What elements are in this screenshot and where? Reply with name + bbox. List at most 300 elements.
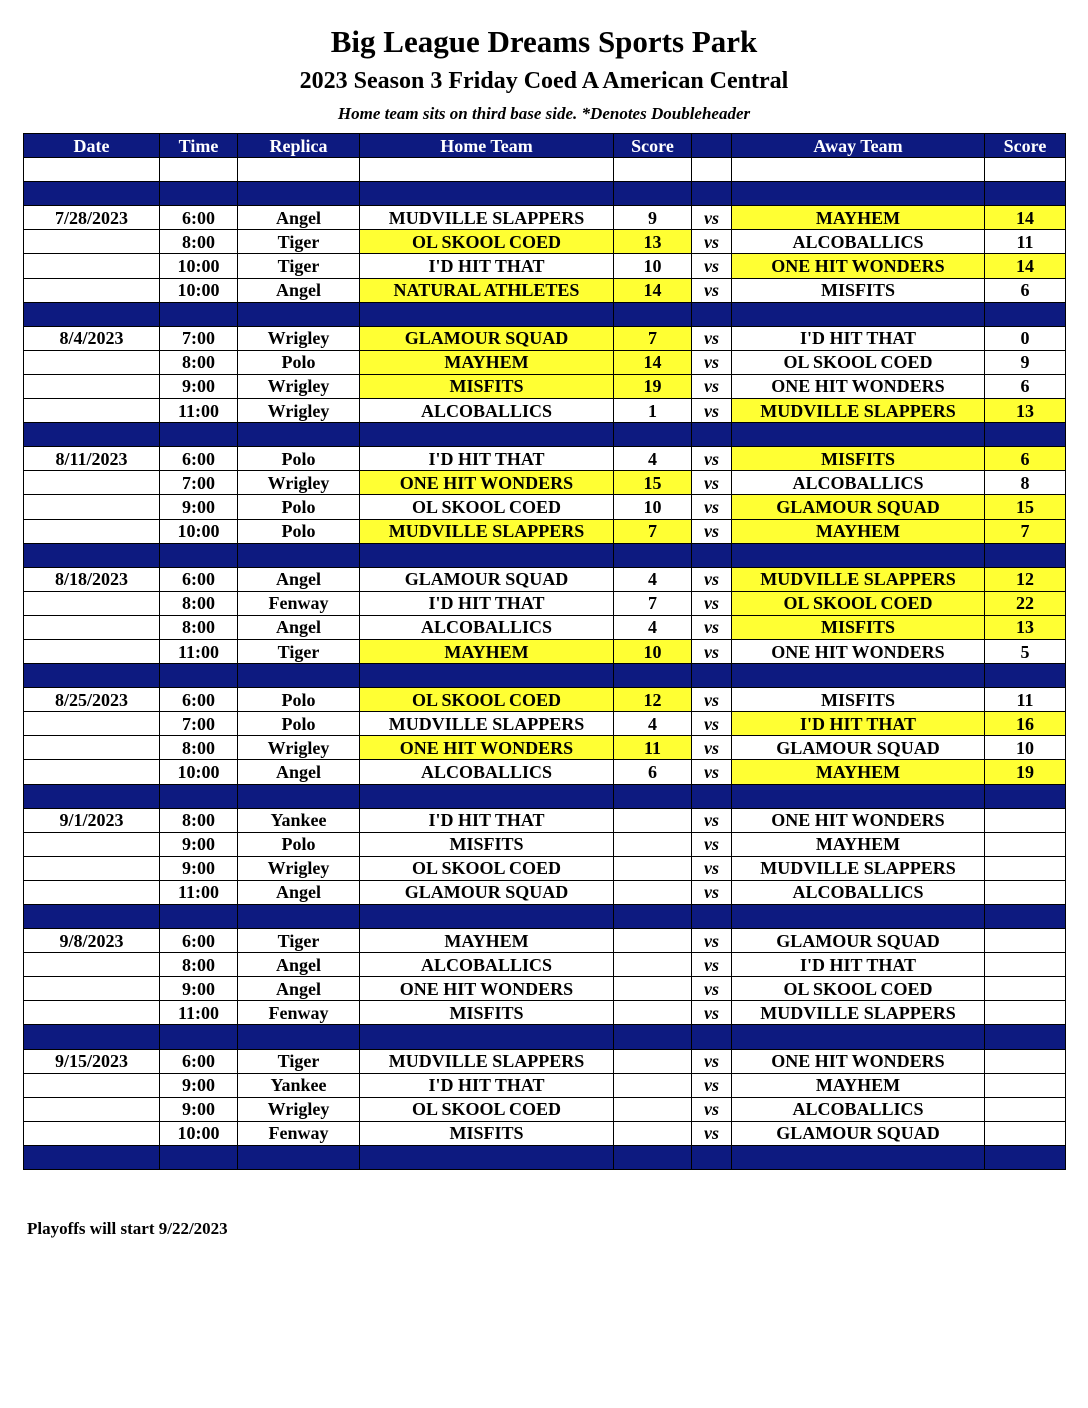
table-row bbox=[24, 856, 1066, 880]
game-date bbox=[24, 519, 160, 543]
col-vs-header bbox=[692, 134, 732, 158]
game-date bbox=[24, 278, 160, 302]
game-time: 8:00 bbox=[160, 808, 238, 832]
separator-cell bbox=[614, 423, 692, 447]
home-team: OL SKOOL COED bbox=[360, 688, 614, 712]
game-field: Angel bbox=[238, 760, 360, 784]
table-row bbox=[24, 1001, 1066, 1025]
separator-cell bbox=[238, 664, 360, 688]
vs-label: vs bbox=[692, 447, 732, 471]
week-separator-row bbox=[24, 543, 1066, 567]
game-field: Yankee bbox=[238, 1073, 360, 1097]
home-team: ONE HIT WONDERS bbox=[360, 736, 614, 760]
game-date bbox=[24, 832, 160, 856]
league-title: 2023 Season 3 Friday Coed A American Central bbox=[299, 68, 789, 94]
home-team: ALCOBALLICS bbox=[360, 760, 614, 784]
col-replica-header: Replica bbox=[238, 134, 360, 158]
game-date: 8/25/2023 bbox=[24, 688, 160, 712]
home-team: I'D HIT THAT bbox=[360, 808, 614, 832]
home-score: 10 bbox=[614, 495, 692, 519]
playoffs-note: Playoffs will start 9/22/2023 bbox=[27, 1219, 228, 1238]
game-time: 9:00 bbox=[160, 856, 238, 880]
week-separator-row bbox=[24, 784, 1066, 808]
separator-cell bbox=[692, 1145, 732, 1169]
away-team: ALCOBALLICS bbox=[732, 880, 985, 904]
game-date: 9/15/2023 bbox=[24, 1049, 160, 1073]
away-team: MISFITS bbox=[732, 278, 985, 302]
table-row bbox=[24, 567, 1066, 591]
home-team: OL SKOOL COED bbox=[360, 495, 614, 519]
separator-cell bbox=[614, 1145, 692, 1169]
vs-label: vs bbox=[692, 278, 732, 302]
away-score: 13 bbox=[985, 615, 1066, 639]
table-row bbox=[24, 639, 1066, 663]
separator-cell bbox=[360, 784, 614, 808]
table-row bbox=[24, 1097, 1066, 1121]
home-team: OL SKOOL COED bbox=[360, 1097, 614, 1121]
home-score: 7 bbox=[614, 326, 692, 350]
away-team: ONE HIT WONDERS bbox=[732, 808, 985, 832]
away-team: MAYHEM bbox=[732, 832, 985, 856]
game-time: 6:00 bbox=[160, 688, 238, 712]
vs-label: vs bbox=[692, 230, 732, 254]
week-separator-row bbox=[24, 423, 1066, 447]
col-away-score-header: Score bbox=[985, 134, 1066, 158]
home-score: 6 bbox=[614, 760, 692, 784]
week-separator-row bbox=[24, 664, 1066, 688]
away-team: OL SKOOL COED bbox=[732, 977, 985, 1001]
table-row bbox=[24, 230, 1066, 254]
game-field: Tiger bbox=[238, 639, 360, 663]
vs-label: vs bbox=[692, 856, 732, 880]
vs-label: vs bbox=[692, 1073, 732, 1097]
away-score: 14 bbox=[985, 254, 1066, 278]
separator-cell bbox=[985, 182, 1066, 206]
separator-cell bbox=[24, 1025, 160, 1049]
away-team: ALCOBALLICS bbox=[732, 230, 985, 254]
separator-cell bbox=[24, 905, 160, 929]
separator-cell bbox=[238, 543, 360, 567]
park-title: Big League Dreams Sports Park bbox=[330, 24, 758, 59]
schedule-body bbox=[24, 158, 1066, 1170]
table-row bbox=[24, 1049, 1066, 1073]
table-row bbox=[24, 471, 1066, 495]
home-score: 14 bbox=[614, 350, 692, 374]
game-time: 9:00 bbox=[160, 1097, 238, 1121]
home-score: 4 bbox=[614, 567, 692, 591]
week-separator-row bbox=[24, 1145, 1066, 1169]
away-score: 6 bbox=[985, 447, 1066, 471]
vs-label: vs bbox=[692, 880, 732, 904]
game-date bbox=[24, 1001, 160, 1025]
separator-cell bbox=[692, 784, 732, 808]
away-team: MISFITS bbox=[732, 688, 985, 712]
separator-cell bbox=[160, 784, 238, 808]
away-team: MUDVILLE SLAPPERS bbox=[732, 856, 985, 880]
away-team: I'D HIT THAT bbox=[732, 712, 985, 736]
game-time: 6:00 bbox=[160, 206, 238, 230]
separator-cell bbox=[985, 905, 1066, 929]
game-field: Polo bbox=[238, 447, 360, 471]
home-team: OL SKOOL COED bbox=[360, 856, 614, 880]
separator-cell bbox=[732, 1025, 985, 1049]
away-team: MISFITS bbox=[732, 615, 985, 639]
separator-cell bbox=[160, 302, 238, 326]
separator-cell bbox=[732, 905, 985, 929]
game-time: 11:00 bbox=[160, 1001, 238, 1025]
home-score bbox=[614, 880, 692, 904]
separator-cell bbox=[692, 182, 732, 206]
table-row bbox=[24, 760, 1066, 784]
separator-cell bbox=[160, 423, 238, 447]
game-time: 9:00 bbox=[160, 495, 238, 519]
game-field: Fenway bbox=[238, 1121, 360, 1145]
home-score: 19 bbox=[614, 374, 692, 398]
game-field: Angel bbox=[238, 977, 360, 1001]
separator-cell bbox=[24, 664, 160, 688]
vs-label: vs bbox=[692, 591, 732, 615]
away-score bbox=[985, 977, 1066, 1001]
blank-row bbox=[24, 158, 1066, 182]
game-field: Tiger bbox=[238, 1049, 360, 1073]
vs-label: vs bbox=[692, 350, 732, 374]
away-score: 6 bbox=[985, 374, 1066, 398]
home-score: 13 bbox=[614, 230, 692, 254]
game-field: Tiger bbox=[238, 254, 360, 278]
table-row bbox=[24, 447, 1066, 471]
vs-label: vs bbox=[692, 567, 732, 591]
table-row bbox=[24, 495, 1066, 519]
separator-cell bbox=[24, 1145, 160, 1169]
separator-cell bbox=[692, 423, 732, 447]
home-team: ALCOBALLICS bbox=[360, 399, 614, 423]
game-time: 11:00 bbox=[160, 639, 238, 663]
separator-cell bbox=[24, 302, 160, 326]
table-row bbox=[24, 591, 1066, 615]
separator-cell bbox=[985, 543, 1066, 567]
game-time: 7:00 bbox=[160, 326, 238, 350]
separator-cell bbox=[160, 1025, 238, 1049]
away-team: ONE HIT WONDERS bbox=[732, 254, 985, 278]
table-row bbox=[24, 929, 1066, 953]
game-date bbox=[24, 1097, 160, 1121]
away-team: MUDVILLE SLAPPERS bbox=[732, 399, 985, 423]
separator-cell bbox=[614, 1025, 692, 1049]
separator-cell bbox=[692, 905, 732, 929]
game-time: 10:00 bbox=[160, 519, 238, 543]
home-score bbox=[614, 1097, 692, 1121]
game-time: 9:00 bbox=[160, 1073, 238, 1097]
table-row bbox=[24, 977, 1066, 1001]
game-time: 11:00 bbox=[160, 399, 238, 423]
home-score bbox=[614, 1073, 692, 1097]
game-time: 6:00 bbox=[160, 567, 238, 591]
away-score: 6 bbox=[985, 278, 1066, 302]
game-date bbox=[24, 1073, 160, 1097]
game-field: Wrigley bbox=[238, 471, 360, 495]
schedule-note: Home team sits on third base side. *Denotes Doubleheader bbox=[337, 104, 751, 123]
away-score: 15 bbox=[985, 495, 1066, 519]
away-score: 14 bbox=[985, 206, 1066, 230]
home-score: 4 bbox=[614, 447, 692, 471]
vs-label: vs bbox=[692, 471, 732, 495]
vs-label: vs bbox=[692, 1001, 732, 1025]
home-score bbox=[614, 1001, 692, 1025]
away-team: MAYHEM bbox=[732, 519, 985, 543]
table-row bbox=[24, 399, 1066, 423]
away-score: 9 bbox=[985, 350, 1066, 374]
home-team: MUDVILLE SLAPPERS bbox=[360, 1049, 614, 1073]
vs-label: vs bbox=[692, 1049, 732, 1073]
away-team: OL SKOOL COED bbox=[732, 591, 985, 615]
away-score: 13 bbox=[985, 399, 1066, 423]
game-time: 8:00 bbox=[160, 736, 238, 760]
separator-cell bbox=[160, 905, 238, 929]
home-team: MISFITS bbox=[360, 374, 614, 398]
away-team: GLAMOUR SQUAD bbox=[732, 736, 985, 760]
separator-cell bbox=[985, 1145, 1066, 1169]
separator-cell bbox=[238, 1025, 360, 1049]
home-team: GLAMOUR SQUAD bbox=[360, 567, 614, 591]
separator-cell bbox=[732, 302, 985, 326]
separator-cell bbox=[238, 784, 360, 808]
game-field: Wrigley bbox=[238, 1097, 360, 1121]
home-team: NATURAL ATHLETES bbox=[360, 278, 614, 302]
vs-label: vs bbox=[692, 495, 732, 519]
vs-label: vs bbox=[692, 399, 732, 423]
table-row bbox=[24, 688, 1066, 712]
game-time: 9:00 bbox=[160, 374, 238, 398]
away-team: ONE HIT WONDERS bbox=[732, 1049, 985, 1073]
vs-label: vs bbox=[692, 374, 732, 398]
vs-label: vs bbox=[692, 832, 732, 856]
away-score: 8 bbox=[985, 471, 1066, 495]
away-score bbox=[985, 1049, 1066, 1073]
separator-cell bbox=[360, 423, 614, 447]
away-score: 10 bbox=[985, 736, 1066, 760]
separator-cell bbox=[238, 1145, 360, 1169]
home-team: I'D HIT THAT bbox=[360, 591, 614, 615]
game-date bbox=[24, 953, 160, 977]
separator-cell bbox=[24, 182, 160, 206]
away-score bbox=[985, 1073, 1066, 1097]
away-score: 16 bbox=[985, 712, 1066, 736]
separator-cell bbox=[732, 784, 985, 808]
home-team: MUDVILLE SLAPPERS bbox=[360, 519, 614, 543]
away-score bbox=[985, 1097, 1066, 1121]
vs-label: vs bbox=[692, 808, 732, 832]
separator-cell bbox=[732, 543, 985, 567]
away-team: MUDVILLE SLAPPERS bbox=[732, 567, 985, 591]
col-date-header: Date bbox=[24, 134, 160, 158]
game-time: 10:00 bbox=[160, 760, 238, 784]
separator-cell bbox=[238, 423, 360, 447]
vs-label: vs bbox=[692, 688, 732, 712]
separator-cell bbox=[614, 784, 692, 808]
separator-cell bbox=[24, 784, 160, 808]
separator-cell bbox=[160, 182, 238, 206]
col-home-score-header: Score bbox=[614, 134, 692, 158]
game-date bbox=[24, 615, 160, 639]
table-row bbox=[24, 832, 1066, 856]
away-score: 5 bbox=[985, 639, 1066, 663]
game-date bbox=[24, 471, 160, 495]
game-date: 7/28/2023 bbox=[24, 206, 160, 230]
table-row bbox=[24, 278, 1066, 302]
game-date: 8/18/2023 bbox=[24, 567, 160, 591]
game-time: 9:00 bbox=[160, 977, 238, 1001]
game-date bbox=[24, 712, 160, 736]
game-time: 7:00 bbox=[160, 712, 238, 736]
away-score: 11 bbox=[985, 230, 1066, 254]
game-date: 8/11/2023 bbox=[24, 447, 160, 471]
separator-cell bbox=[24, 423, 160, 447]
game-field: Fenway bbox=[238, 591, 360, 615]
game-date bbox=[24, 399, 160, 423]
game-field: Polo bbox=[238, 495, 360, 519]
game-time: 10:00 bbox=[160, 278, 238, 302]
away-team: I'D HIT THAT bbox=[732, 953, 985, 977]
col-time-header: Time bbox=[160, 134, 238, 158]
separator-cell bbox=[732, 182, 985, 206]
game-time: 6:00 bbox=[160, 929, 238, 953]
table-row bbox=[24, 206, 1066, 230]
away-score: 11 bbox=[985, 688, 1066, 712]
game-field: Angel bbox=[238, 206, 360, 230]
separator-cell bbox=[732, 1145, 985, 1169]
home-team: I'D HIT THAT bbox=[360, 1073, 614, 1097]
home-team: ONE HIT WONDERS bbox=[360, 471, 614, 495]
game-time: 10:00 bbox=[160, 1121, 238, 1145]
game-date bbox=[24, 591, 160, 615]
game-date bbox=[24, 856, 160, 880]
schedule-table bbox=[23, 133, 1066, 1170]
home-score: 11 bbox=[614, 736, 692, 760]
separator-cell bbox=[692, 302, 732, 326]
home-team: OL SKOOL COED bbox=[360, 230, 614, 254]
separator-cell bbox=[614, 302, 692, 326]
home-score: 15 bbox=[614, 471, 692, 495]
away-team: MAYHEM bbox=[732, 1073, 985, 1097]
blank-cell bbox=[985, 158, 1066, 182]
away-score bbox=[985, 1001, 1066, 1025]
separator-cell bbox=[614, 664, 692, 688]
home-team: MAYHEM bbox=[360, 350, 614, 374]
separator-cell bbox=[732, 423, 985, 447]
vs-label: vs bbox=[692, 929, 732, 953]
separator-cell bbox=[238, 905, 360, 929]
home-score: 10 bbox=[614, 254, 692, 278]
vs-label: vs bbox=[692, 615, 732, 639]
separator-cell bbox=[160, 664, 238, 688]
separator-cell bbox=[238, 182, 360, 206]
separator-cell bbox=[360, 664, 614, 688]
game-time: 6:00 bbox=[160, 1049, 238, 1073]
vs-label: vs bbox=[692, 712, 732, 736]
home-team: MAYHEM bbox=[360, 929, 614, 953]
game-field: Tiger bbox=[238, 929, 360, 953]
home-score: 4 bbox=[614, 712, 692, 736]
home-team: ONE HIT WONDERS bbox=[360, 977, 614, 1001]
vs-label: vs bbox=[692, 254, 732, 278]
away-score: 22 bbox=[985, 591, 1066, 615]
table-row bbox=[24, 350, 1066, 374]
table-row bbox=[24, 712, 1066, 736]
away-score bbox=[985, 832, 1066, 856]
home-score: 14 bbox=[614, 278, 692, 302]
separator-cell bbox=[614, 182, 692, 206]
table-row bbox=[24, 326, 1066, 350]
home-score bbox=[614, 1049, 692, 1073]
separator-cell bbox=[692, 1025, 732, 1049]
away-score bbox=[985, 808, 1066, 832]
blank-cell bbox=[360, 158, 614, 182]
separator-cell bbox=[360, 182, 614, 206]
home-score bbox=[614, 977, 692, 1001]
vs-label: vs bbox=[692, 1097, 732, 1121]
week-separator-row bbox=[24, 302, 1066, 326]
home-score bbox=[614, 953, 692, 977]
separator-cell bbox=[985, 1025, 1066, 1049]
home-score: 4 bbox=[614, 615, 692, 639]
week-separator-row bbox=[24, 182, 1066, 206]
game-field: Yankee bbox=[238, 808, 360, 832]
table-row bbox=[24, 615, 1066, 639]
home-team: MISFITS bbox=[360, 1001, 614, 1025]
game-field: Wrigley bbox=[238, 374, 360, 398]
home-score: 9 bbox=[614, 206, 692, 230]
home-team: MISFITS bbox=[360, 1121, 614, 1145]
away-score bbox=[985, 929, 1066, 953]
game-field: Angel bbox=[238, 953, 360, 977]
home-score: 1 bbox=[614, 399, 692, 423]
away-team: ONE HIT WONDERS bbox=[732, 374, 985, 398]
game-date bbox=[24, 230, 160, 254]
separator-cell bbox=[614, 543, 692, 567]
home-team: GLAMOUR SQUAD bbox=[360, 326, 614, 350]
blank-cell bbox=[160, 158, 238, 182]
game-field: Polo bbox=[238, 519, 360, 543]
game-field: Wrigley bbox=[238, 326, 360, 350]
blank-cell bbox=[238, 158, 360, 182]
game-field: Tiger bbox=[238, 230, 360, 254]
away-team: ALCOBALLICS bbox=[732, 1097, 985, 1121]
separator-cell bbox=[692, 543, 732, 567]
separator-cell bbox=[360, 1145, 614, 1169]
game-time: 7:00 bbox=[160, 471, 238, 495]
game-time: 8:00 bbox=[160, 953, 238, 977]
game-date bbox=[24, 977, 160, 1001]
away-team: ALCOBALLICS bbox=[732, 471, 985, 495]
game-field: Wrigley bbox=[238, 736, 360, 760]
game-field: Angel bbox=[238, 278, 360, 302]
away-score bbox=[985, 1121, 1066, 1145]
home-score bbox=[614, 808, 692, 832]
blank-cell bbox=[692, 158, 732, 182]
game-field: Polo bbox=[238, 832, 360, 856]
separator-cell bbox=[160, 1145, 238, 1169]
game-field: Polo bbox=[238, 350, 360, 374]
game-date bbox=[24, 880, 160, 904]
away-team: MAYHEM bbox=[732, 760, 985, 784]
game-date: 8/4/2023 bbox=[24, 326, 160, 350]
game-date bbox=[24, 736, 160, 760]
home-score: 12 bbox=[614, 688, 692, 712]
separator-cell bbox=[985, 664, 1066, 688]
away-score: 7 bbox=[985, 519, 1066, 543]
home-score bbox=[614, 856, 692, 880]
separator-cell bbox=[360, 905, 614, 929]
